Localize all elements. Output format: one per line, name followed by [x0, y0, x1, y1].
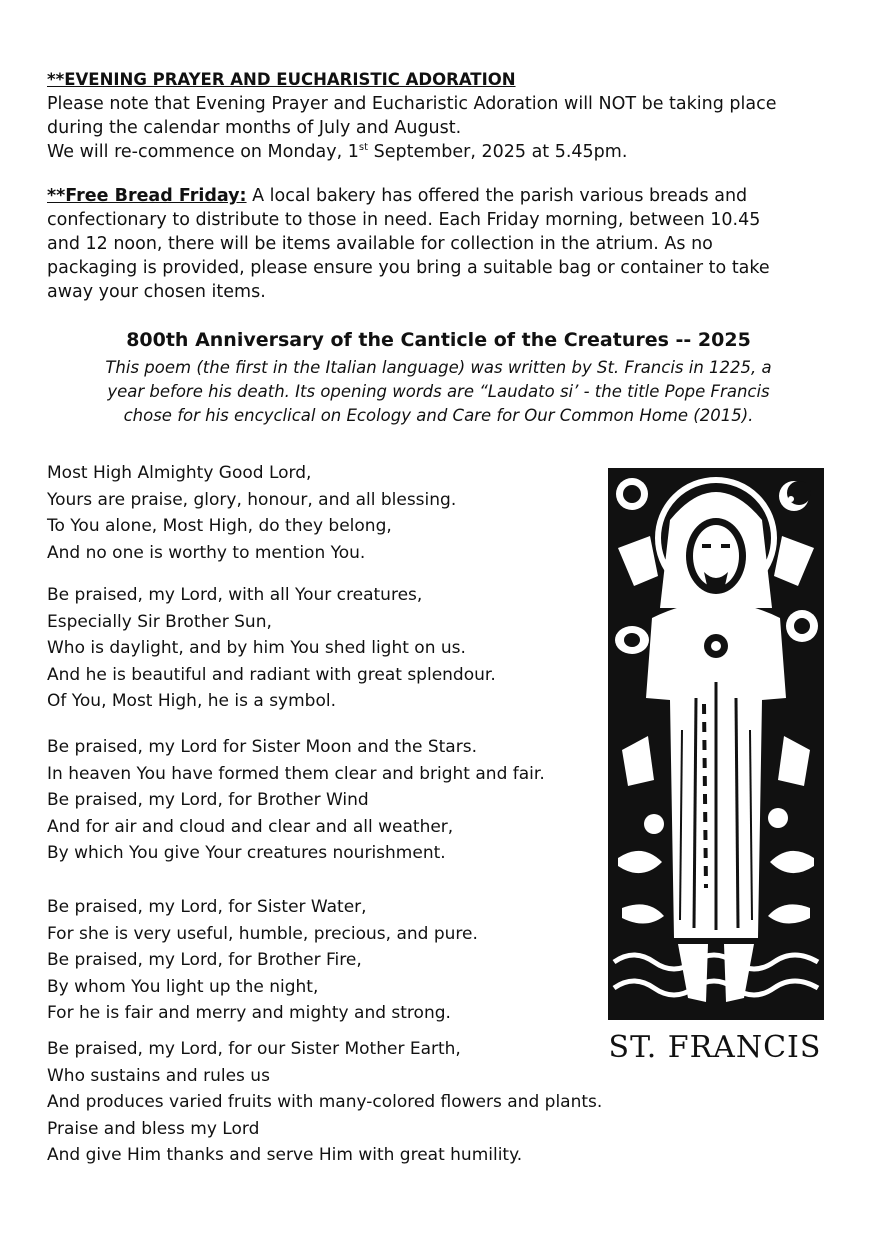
poem-line: Be praised, my Lord, with all Your creatures,: [47, 585, 423, 605]
st-francis-woodcut: [608, 468, 824, 1020]
recommence-text-post: September, 2025 at 5.45pm.: [368, 142, 628, 162]
poem-stanza-3: [47, 734, 687, 867]
free-bread-line-4: packaging is provided, please ensure you bring a suitable bag or container to take: [47, 258, 770, 278]
poem-line: Who is daylight, and by him You shed light on us.: [47, 638, 466, 658]
intro-line-1: This poem (the first in the Italian language) was written by St. Francis in 1225, a: [105, 358, 772, 377]
poem-line: And for air and cloud and clear and all weather,: [47, 816, 454, 837]
free-bread-line-3: and 12 noon, there will be items available for collection in the atrium. As no: [47, 234, 713, 254]
poem-line: Especially Sir Brother Sun,: [47, 611, 272, 632]
intro-line-3: chose for his encyclical on Ecology and Care for Our Common Home (2015).: [123, 406, 754, 425]
free-bread-line-5: away your chosen items.: [47, 282, 266, 302]
poem-line: And he is beautiful and radiant with great splendour.: [47, 664, 496, 685]
poem-line: Be praised, my Lord for Sister Moon and the Stars.: [47, 737, 477, 757]
poem-line: For she is very useful, humble, precious, and pure.: [47, 923, 478, 944]
evening-prayer-line-1: Please note that Evening Prayer and Eucharistic Adoration will NOT be taking place: [47, 94, 777, 114]
recommence-text-pre: We will re-commence on Monday, 1: [47, 142, 359, 162]
free-bread-line-2: confectionary to distribute to those in need. Each Friday morning, between 10.45: [47, 210, 761, 230]
poem-line: Yours are praise, glory, honour, and all blessing.: [47, 489, 457, 510]
evening-prayer-line-2: during the calendar months of July and August.: [47, 118, 462, 138]
poem-line: And give Him thanks and serve Him with great humility.: [47, 1145, 523, 1165]
free-bread-notice: [47, 184, 837, 304]
anniversary-intro: [40, 356, 837, 428]
intro-line-2: year before his death. Its opening words are “Laudato si’ - the title Pope Francis: [107, 382, 770, 401]
poem-stanza-4: [47, 894, 687, 1027]
anniversary-section: [40, 326, 837, 428]
poem-line: By whom You light up the night,: [47, 976, 319, 997]
evening-prayer-heading: **EVENING PRAYER AND EUCHARISTIC ADORATION: [47, 70, 516, 89]
evening-prayer-line-3: [47, 140, 837, 164]
poem-stanza-2: [47, 582, 687, 715]
poem-line: And no one is worthy to mention You.: [47, 542, 366, 563]
evening-prayer-notice: [47, 68, 837, 164]
poem-stanza-5: [47, 1036, 687, 1169]
poem-line: By which You give Your creatures nourishment.: [47, 843, 446, 863]
poem-line: In heaven You have formed them clear and bright and fair.: [47, 763, 545, 784]
poem-line: For he is fair and merry and mighty and strong.: [47, 1003, 451, 1023]
poem-line: Be praised, my Lord, for Sister Water,: [47, 897, 367, 917]
poem-line: To You alone, Most High, do they belong,: [47, 516, 392, 536]
free-bread-heading: **Free Bread Friday:: [47, 186, 247, 206]
poem-line: And produces varied fruits with many-colored flowers and plants.: [47, 1092, 603, 1112]
anniversary-title: 800th Anniversary of the Canticle of the Creatures -- 2025: [126, 329, 751, 351]
free-bread-line-1: [47, 184, 837, 208]
st-francis-caption: ST. FRANCIS: [608, 1030, 822, 1065]
free-bread-text-1: A local bakery has offered the parish various breads and: [246, 186, 748, 206]
poem-line: Who sustains and rules us: [47, 1065, 270, 1086]
date-ordinal-suffix: st: [358, 142, 369, 154]
poem-line: Most High Almighty Good Lord,: [47, 463, 312, 483]
st-francis-illustration: [608, 468, 824, 1020]
poem-stanza-1: [47, 460, 687, 566]
poem-line: Be praised, my Lord, for Brother Wind: [47, 790, 369, 810]
poem-line: Of You, Most High, he is a symbol.: [47, 691, 336, 711]
poem-line: Be praised, my Lord, for our Sister Mother Earth,: [47, 1039, 461, 1059]
poem-line: Be praised, my Lord, for Brother Fire,: [47, 950, 362, 970]
poem-line: Praise and bless my Lord: [47, 1118, 260, 1139]
